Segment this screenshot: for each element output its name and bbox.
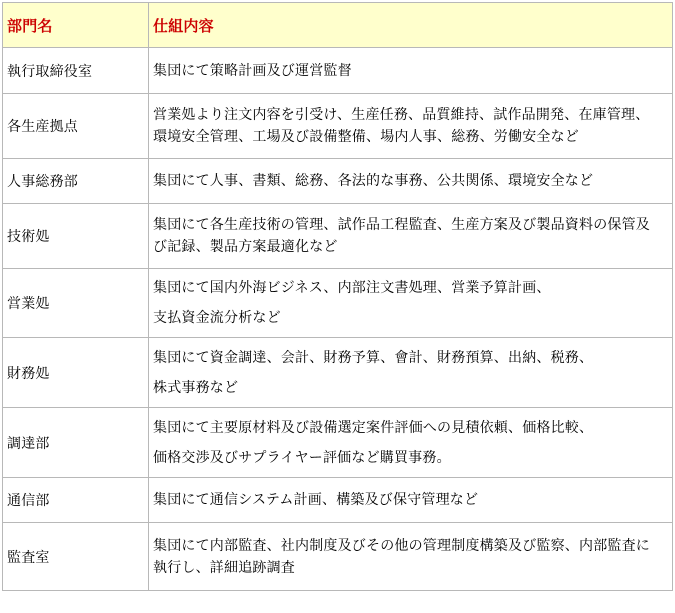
department-cell: 各生産拠点 xyxy=(3,94,149,159)
description-cell xyxy=(149,204,673,269)
table-row xyxy=(3,48,673,94)
description-line: 環境安全管理、工場及び設備整備、場内人事、総務、労働安全など xyxy=(153,129,579,145)
description-cell xyxy=(149,478,673,523)
table-row xyxy=(3,523,673,591)
description-cell xyxy=(149,159,673,204)
description-line: 集団にて通信システム計画、構築及び保守管理など xyxy=(153,492,479,508)
description-cell xyxy=(149,523,673,591)
description-cell xyxy=(149,408,673,478)
description-cell xyxy=(149,48,673,94)
description-cell xyxy=(149,94,673,159)
description-cell xyxy=(149,338,673,408)
description-line: 集団にて人事、書類、総務、各法的な事務、公共関係、環境安全など xyxy=(153,173,594,189)
description-line: 集団にて各生産技術の管理、試作品工程監査、生産方案及び製品資料の保管及 xyxy=(153,217,650,233)
description-line: 執行し、詳細追跡調査 xyxy=(153,559,295,576)
department-cell: 営業処 xyxy=(3,269,149,338)
table-row xyxy=(3,159,673,204)
description-line: 営業処より注文内容を引受け、生産任務、品質維持、試作品開発、在庫管理、 xyxy=(153,107,650,123)
department-cell: 通信部 xyxy=(3,478,149,523)
department-cell: 調達部 xyxy=(3,408,149,478)
description-line: び記録、製品方案最適化など xyxy=(153,239,338,255)
description-line: 集団にて国内外海ビジネス、内部注文書処理、営業予算計画、 xyxy=(153,280,551,296)
description-line: 価格交渉及びサプライヤー評価など購買事務。 xyxy=(153,449,451,466)
department-cell: 財務処 xyxy=(3,338,149,408)
description-line: 株式事務など xyxy=(153,379,239,396)
header-department: 部門名 xyxy=(3,3,149,48)
department-cell: 執行取締役室 xyxy=(3,48,149,94)
department-cell: 監査室 xyxy=(3,523,149,591)
department-table xyxy=(2,2,673,591)
description-line: 集団にて内部監査、社内制度及びその他の管理制度構築及び監察、内部監査に xyxy=(153,537,650,554)
description-line: 集団にて策略計画及び運営監督 xyxy=(153,62,352,79)
table-row xyxy=(3,204,673,269)
department-cell: 人事総務部 xyxy=(3,159,149,204)
table-row xyxy=(3,94,673,159)
header-business: 仕組内容 xyxy=(149,3,673,48)
table-header-row xyxy=(3,3,673,48)
table-row xyxy=(3,269,673,338)
table-row xyxy=(3,408,673,478)
description-cell xyxy=(149,269,673,338)
description-line: 支払資金流分析など xyxy=(153,310,281,326)
table-row xyxy=(3,478,673,523)
department-cell: 技術処 xyxy=(3,204,149,269)
table-row xyxy=(3,338,673,408)
description-line: 集団にて資金調達、会計、財務予算、會計、財務預算、出納、税務、 xyxy=(153,349,594,366)
description-line: 集団にて主要原材料及び設備選定案件評価への見積依頼、価格比較、 xyxy=(153,419,594,436)
